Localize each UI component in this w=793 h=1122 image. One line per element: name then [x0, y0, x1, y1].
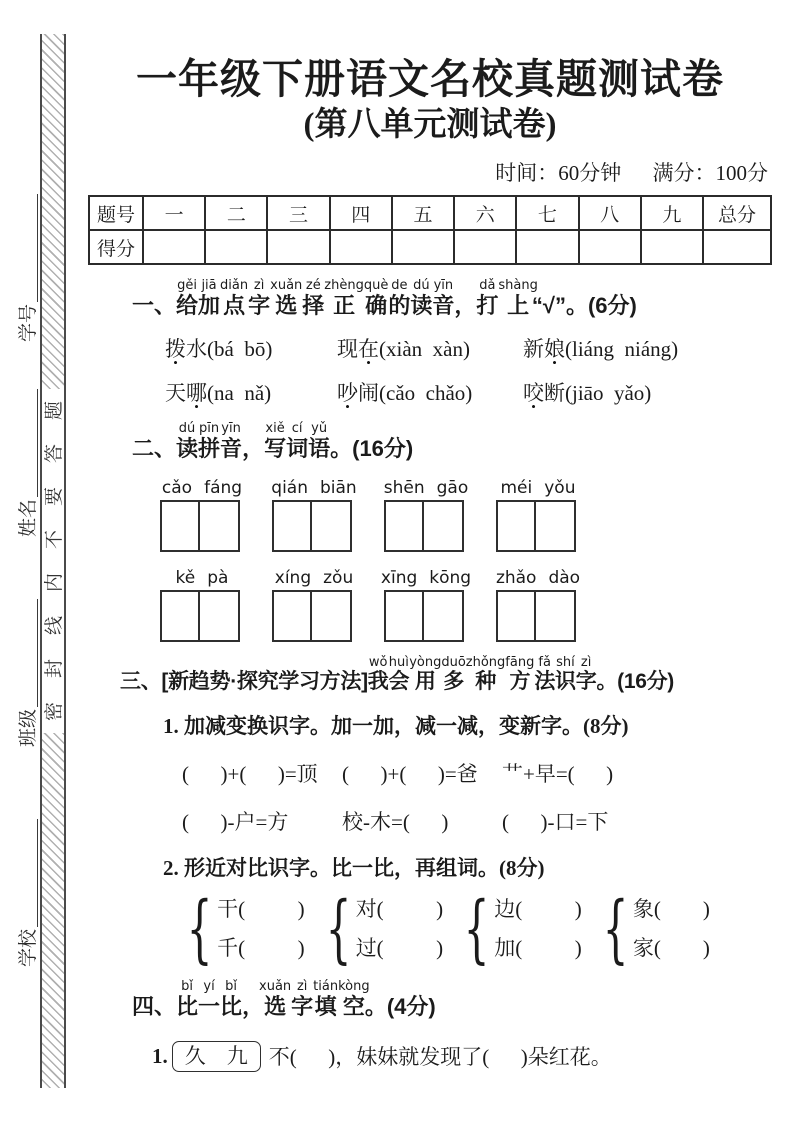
writing-boxes [160, 500, 244, 552]
pinyin-label [384, 478, 468, 498]
brace-group [315, 886, 444, 973]
brace-column [633, 897, 710, 961]
seal-char: 题 [44, 400, 66, 421]
brace-line-top: 干( ) [217, 897, 305, 922]
field-学号 [12, 183, 38, 353]
pinyin-syllable: xīng [380, 568, 418, 589]
word-group [384, 478, 468, 552]
writing-box [534, 500, 576, 552]
brace-group [592, 886, 710, 973]
field-学校 [12, 808, 38, 978]
score-col-header: 二 [205, 196, 267, 230]
score-cell [267, 230, 329, 264]
formula: ( )+( )=爸 [342, 762, 478, 787]
brace-line-bottom: 家( ) [632, 936, 710, 961]
formula-row [88, 758, 772, 788]
brace-glyph: { [463, 886, 490, 973]
hatch-top [42, 34, 64, 389]
formula: ( )-户=方 [182, 810, 289, 835]
word-group [160, 568, 244, 642]
dotted-char: 吵 [337, 380, 358, 405]
writing-box [422, 500, 464, 552]
field-姓名 [12, 378, 38, 548]
pinyin-syllable: qián [271, 478, 308, 499]
formula-row [88, 806, 772, 836]
pinyin-label [272, 568, 356, 588]
score-cell [392, 230, 454, 264]
writing-boxes [384, 500, 468, 552]
section-4-item-1 [88, 1041, 772, 1072]
hatch-bottom [42, 733, 64, 1088]
writing-box [496, 500, 536, 552]
writing-box [384, 500, 424, 552]
pinyin-label [160, 568, 244, 588]
score-col-header: 七 [516, 196, 578, 230]
formula-rows [88, 758, 772, 836]
writing-box [384, 590, 424, 642]
field-underline [35, 819, 38, 927]
section-4-heading: 四、比bǐ一yí比bǐ，选xuǎn字zì填tián空kòng。(4分) [132, 979, 436, 1020]
word-row [88, 568, 772, 642]
pinyin-syllable: dào [548, 568, 581, 589]
dotted-char: 咬 [523, 380, 544, 405]
seal-char: 内 [44, 572, 66, 593]
pinyin-syllable: zhǎo [495, 568, 537, 589]
s1-item: 天哪(na nǎ) [165, 380, 272, 405]
writing-boxes [384, 590, 468, 642]
field-underline [35, 194, 38, 302]
writing-box [422, 590, 464, 642]
formula: 艹+早=( ) [502, 762, 614, 787]
brace-glyph: { [602, 886, 629, 973]
score-table [88, 195, 772, 265]
pinyin-label [496, 568, 580, 588]
score-cell [454, 230, 516, 264]
pinyin-label [496, 478, 580, 498]
pinyin-syllable: pà [207, 568, 229, 589]
brace-glyph: { [186, 886, 213, 973]
seal-char: 密 [44, 701, 66, 722]
section-2-word-boxes [88, 478, 772, 642]
section-1-items [88, 334, 772, 408]
page-subtitle: (第八单元测试卷) [303, 107, 557, 144]
writing-box [534, 590, 576, 642]
formula: ( )+( )=顶 [182, 762, 318, 787]
writing-boxes [496, 590, 580, 642]
field-班级 [12, 588, 38, 758]
score-cell [641, 230, 703, 264]
seal-char: 封 [44, 658, 66, 679]
s1-item: 吵闹(cǎo chǎo) [337, 380, 473, 405]
score-cell [330, 230, 392, 264]
writing-boxes [272, 590, 356, 642]
pinyin-syllable: yǒu [544, 478, 576, 499]
page-title: 一年级下册语文名校真题测试卷 [136, 56, 724, 102]
field-label: 学校 [18, 929, 39, 968]
word-group [272, 568, 356, 642]
section-3-sub2: 2. 形近对比识字。比一比，再组词。(8分) [163, 856, 545, 881]
writing-box [310, 500, 352, 552]
word-group [380, 568, 472, 642]
writing-box [198, 590, 240, 642]
brace-line-bottom: 千( ) [217, 936, 305, 961]
writing-box [272, 590, 312, 642]
pinyin-syllable: zǒu [323, 568, 354, 589]
score-cell [703, 230, 771, 264]
score-col-header: 五 [392, 196, 454, 230]
s1-row [88, 334, 772, 364]
pinyin-syllable: cǎo [161, 478, 193, 499]
field-label: 姓名 [18, 499, 39, 538]
choice-box: 久 九 [172, 1041, 261, 1072]
score-cell [516, 230, 578, 264]
s1-item: 咬断(jiāo yǎo) [523, 380, 652, 405]
writing-boxes [160, 590, 244, 642]
brace-line-top: 对( ) [355, 897, 444, 922]
formula: 校-木=( ) [342, 810, 449, 835]
writing-box [496, 590, 536, 642]
brace-line-top: 边( ) [494, 897, 582, 922]
field-underline [35, 389, 38, 497]
seal-char: 要 [44, 486, 66, 507]
score-col-header: 八 [579, 196, 641, 230]
brace-line-top: 象( ) [632, 897, 710, 922]
field-underline [35, 599, 38, 707]
s1-item: 拨水(bá bō) [165, 336, 273, 361]
seal-char: 线 [44, 615, 66, 636]
pinyin-label [272, 478, 356, 498]
field-label: 学号 [18, 304, 39, 343]
word-group [496, 478, 580, 552]
pinyin-syllable: shēn [383, 478, 425, 499]
score-col-header: 总分 [703, 196, 771, 230]
writing-box [310, 590, 352, 642]
seal-text [43, 389, 66, 733]
brace-group [453, 886, 582, 973]
score-cell [579, 230, 641, 264]
seal-char: 不 [44, 529, 66, 550]
word-row [88, 478, 772, 552]
section-3-heading: 三、[新趋势·探究学习方法]我wǒ会huì用yòng多duō种zhǒng方fāng法fǎ识shí字zì。(16分) [120, 655, 674, 694]
writing-box [198, 500, 240, 552]
section-1-heading: 一、给gěi加jiā点diǎn字zì选xuǎn择zé正zhèng确què的de读dú音yīn，打dǎ上shàng“√”。(6分) [132, 278, 637, 319]
seal-char: 答 [44, 443, 66, 464]
brace-groups [88, 886, 772, 973]
writing-box [160, 590, 200, 642]
score-row-label: 得分 [89, 230, 143, 264]
brace-line-bottom: 过( ) [355, 936, 444, 961]
score-col-header: 三 [267, 196, 329, 230]
brace-column [217, 897, 305, 961]
pinyin-syllable: xíng [274, 568, 312, 589]
full-score: 满分：100分 [652, 161, 768, 186]
pinyin-syllable: kě [175, 568, 196, 589]
section-2-heading: 二、读dú拼pīn音yīn，写xiě词cí语yǔ。(16分) [132, 420, 414, 461]
seal-strip [40, 34, 66, 1088]
score-col-header: 一 [143, 196, 205, 230]
writing-box [160, 500, 200, 552]
dotted-char: 哪 [186, 380, 207, 405]
pinyin-syllable: fáng [204, 478, 243, 499]
pinyin-syllable: kōng [429, 568, 472, 589]
word-group [160, 478, 244, 552]
pinyin-label [380, 568, 472, 589]
time-limit: 时间：60分钟 [495, 161, 622, 186]
dotted-char: 娘 [544, 336, 565, 361]
s1-item: 现在(xiàn xàn) [337, 336, 470, 361]
score-col-header: 九 [641, 196, 703, 230]
brace-line-bottom: 加( ) [494, 936, 582, 961]
word-group [272, 478, 356, 552]
item-text: 不( )，妹妹就发现了( )朵红花。 [268, 1045, 612, 1070]
pinyin-syllable: méi [500, 478, 533, 499]
score-value-row [89, 230, 771, 264]
section-3-sub1: 1. 加减变换识字。加一加，减一减，变新字。(8分) [163, 714, 629, 739]
pinyin-syllable: gāo [436, 478, 469, 499]
s1-item: 新娘(liáng niáng) [523, 336, 679, 361]
score-col-label: 题号 [89, 196, 143, 230]
score-col-header: 六 [454, 196, 516, 230]
word-group [496, 568, 580, 642]
brace-column [494, 897, 582, 961]
score-header-row [89, 196, 771, 230]
s1-row [88, 378, 772, 408]
dotted-char: 拨 [165, 336, 186, 361]
pinyin-label [160, 478, 244, 498]
writing-box [272, 500, 312, 552]
writing-boxes [496, 500, 580, 552]
score-cell [143, 230, 205, 264]
pinyin-syllable: biān [320, 478, 357, 499]
dotted-char: 在 [358, 336, 379, 361]
brace-group [176, 886, 305, 973]
field-label: 班级 [18, 709, 39, 748]
score-cell [205, 230, 267, 264]
brace-column [356, 897, 444, 961]
score-col-header: 四 [330, 196, 392, 230]
item-number: 1. [152, 1043, 168, 1068]
formula: ( )-口=下 [502, 810, 609, 835]
writing-boxes [272, 500, 356, 552]
brace-glyph: { [325, 886, 352, 973]
exam-content [88, 56, 772, 1072]
exam-info [88, 157, 772, 187]
